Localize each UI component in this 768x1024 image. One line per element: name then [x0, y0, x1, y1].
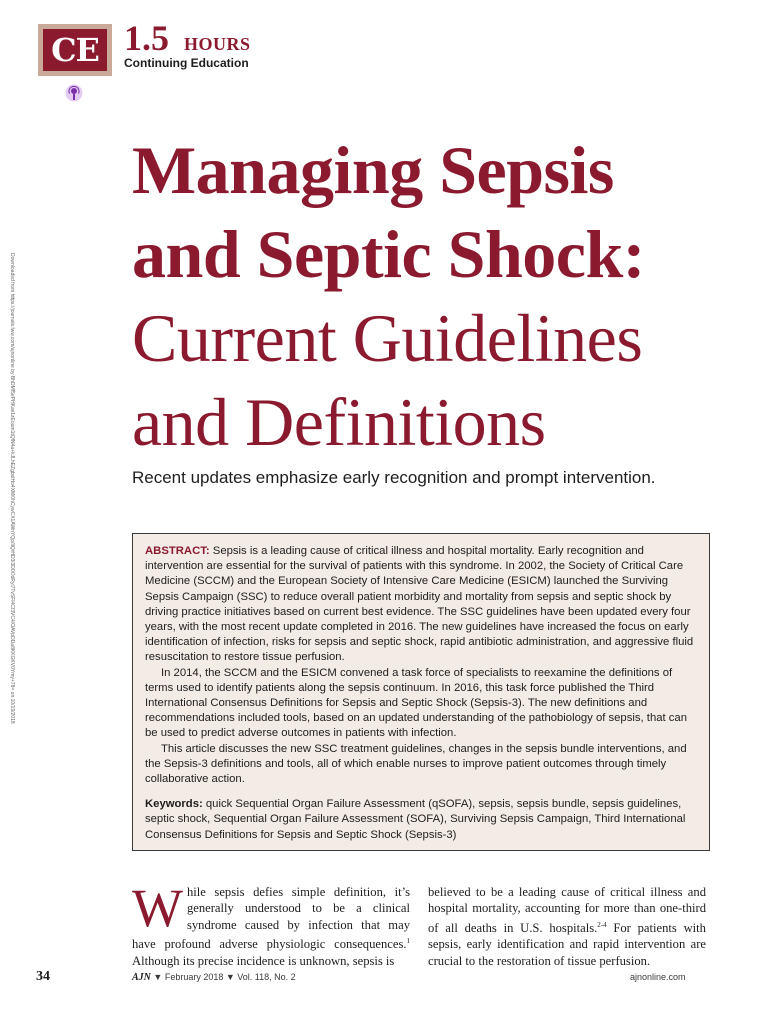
- issue-info: ▼ February 2018 ▼ Vol. 118, No. 2: [150, 972, 296, 982]
- abstract-paragraph-3: This article discusses the new SSC treatment guidelines, changes in the sepsis bundle interventions, and the Sepsis-3 definitions and tools, all of which enable nurses to improve patient outcomes through timely collaborative action.: [145, 742, 687, 786]
- body-text-1b: Although its precise incidence is unknown, sepsis is: [132, 953, 395, 968]
- page-number: 34: [36, 969, 50, 984]
- journal-name: AJN: [132, 972, 151, 983]
- title-line-1: Managing Sepsis: [132, 132, 614, 208]
- title-line-4: and Definitions: [132, 384, 546, 460]
- journal-issue: [132, 972, 296, 983]
- citation-ref: 1: [406, 937, 410, 946]
- download-notice: [2, 253, 18, 880]
- abstract-text-1: Sepsis is a leading cause of critical illness and hospital mortality. Early recognition and intervention are essential for the survival of patients with this syndrome. In 2002, the Society of Critical Care Medicine (SCCM) and the European Society of Intensive Care Medicine (ESICM) launched the Surviving Sepsis Campaign (SSC) to reduce overall patient morbidity and mortality from sepsis and septic shock by driving practice initiatives based on current best evidence. The SSC guidelines have been updated every four years, with the most recent update completed in 2016. The new guidelines have increased the focus on early identification of infection, risks for sepsis and septic shock, rapid antibiotic administration, and aggressive fluid resuscitation to restore tissue perfusion.: [145, 545, 694, 664]
- podcast-icon[interactable]: [65, 84, 83, 102]
- ce-badge-label: CE: [43, 29, 107, 71]
- abstract-paragraph-2: In 2014, the SCCM and the ESICM convened a task force of specialists to reexamine the definitions of terms used to identify patients along the sepsis continuum. In 2016, this task force published the Third International Consensus Definitions for Sepsis and Septic Shock (Sepsis-3). The new definitions and recommendations included tools, based on an updated understanding of the pathobiology of sepsis, that can be used to predict adverse outcomes in patients with infection.: [145, 666, 687, 740]
- keywords: [145, 797, 697, 843]
- body-text-2b: For patients with sepsis, early identification and rapid intervention are crucial to the restoration of tissue perfusion.: [428, 921, 706, 968]
- abstract-label: ABSTRACT:: [145, 545, 210, 557]
- title-line-2: and Septic Shock:: [132, 216, 645, 292]
- abstract-box: [132, 533, 710, 851]
- hours-number: 1.5: [124, 18, 169, 58]
- keywords-text: quick Sequential Organ Failure Assessment (qSOFA), sepsis, sepsis bundle, sepsis guidelines, septic shock, Sequential Organ Failure Assessment (SOFA), Surviving Sepsis Campaign, Third International Consensus Definitions for Sepsis and Septic Shock (Sepsis-3): [145, 798, 686, 841]
- abstract-paragraph-1: [145, 544, 697, 666]
- drop-cap: W: [132, 878, 183, 938]
- body-text-1: hile sepsis defies simple definition, it’s generally understood to be a clinical syndrome caused by infection that may have profound adverse physiologic consequences.: [132, 885, 410, 952]
- body-column-2: [428, 884, 706, 969]
- keywords-label: Keywords:: [145, 798, 203, 811]
- journal-url[interactable]: ajnonline.com: [630, 972, 686, 982]
- citation-ref: 2-4: [597, 920, 607, 929]
- ce-badge: [38, 24, 112, 76]
- article-title: [132, 128, 752, 464]
- article-subtitle: Recent updates emphasize early recognition and prompt intervention.: [132, 468, 656, 487]
- title-line-3: Current Guidelines: [132, 300, 643, 376]
- body-text-2: believed to be a leading cause of critical illness and hospital mortality, accounting for more than one-third of all deaths in U.S. hospitals.: [428, 885, 706, 935]
- download-notice-text: Downloaded from https://journals.lww.com/ajnonline by BhDMf5ePHKav1zEoum1tQfN4a+kJLhEZgbsIHo4XMi0hCywCX1AWnYQp/IlQrHD3i3D0OdRyi7TvSFl4Cf3VC4/OAVpDDa8KKGKV0Ymy+78= on 10/19/2018: [9, 253, 15, 724]
- body-column-1: [132, 878, 410, 969]
- hours-word: HOURS: [184, 34, 251, 54]
- continuing-education-label: Continuing Education: [124, 56, 249, 70]
